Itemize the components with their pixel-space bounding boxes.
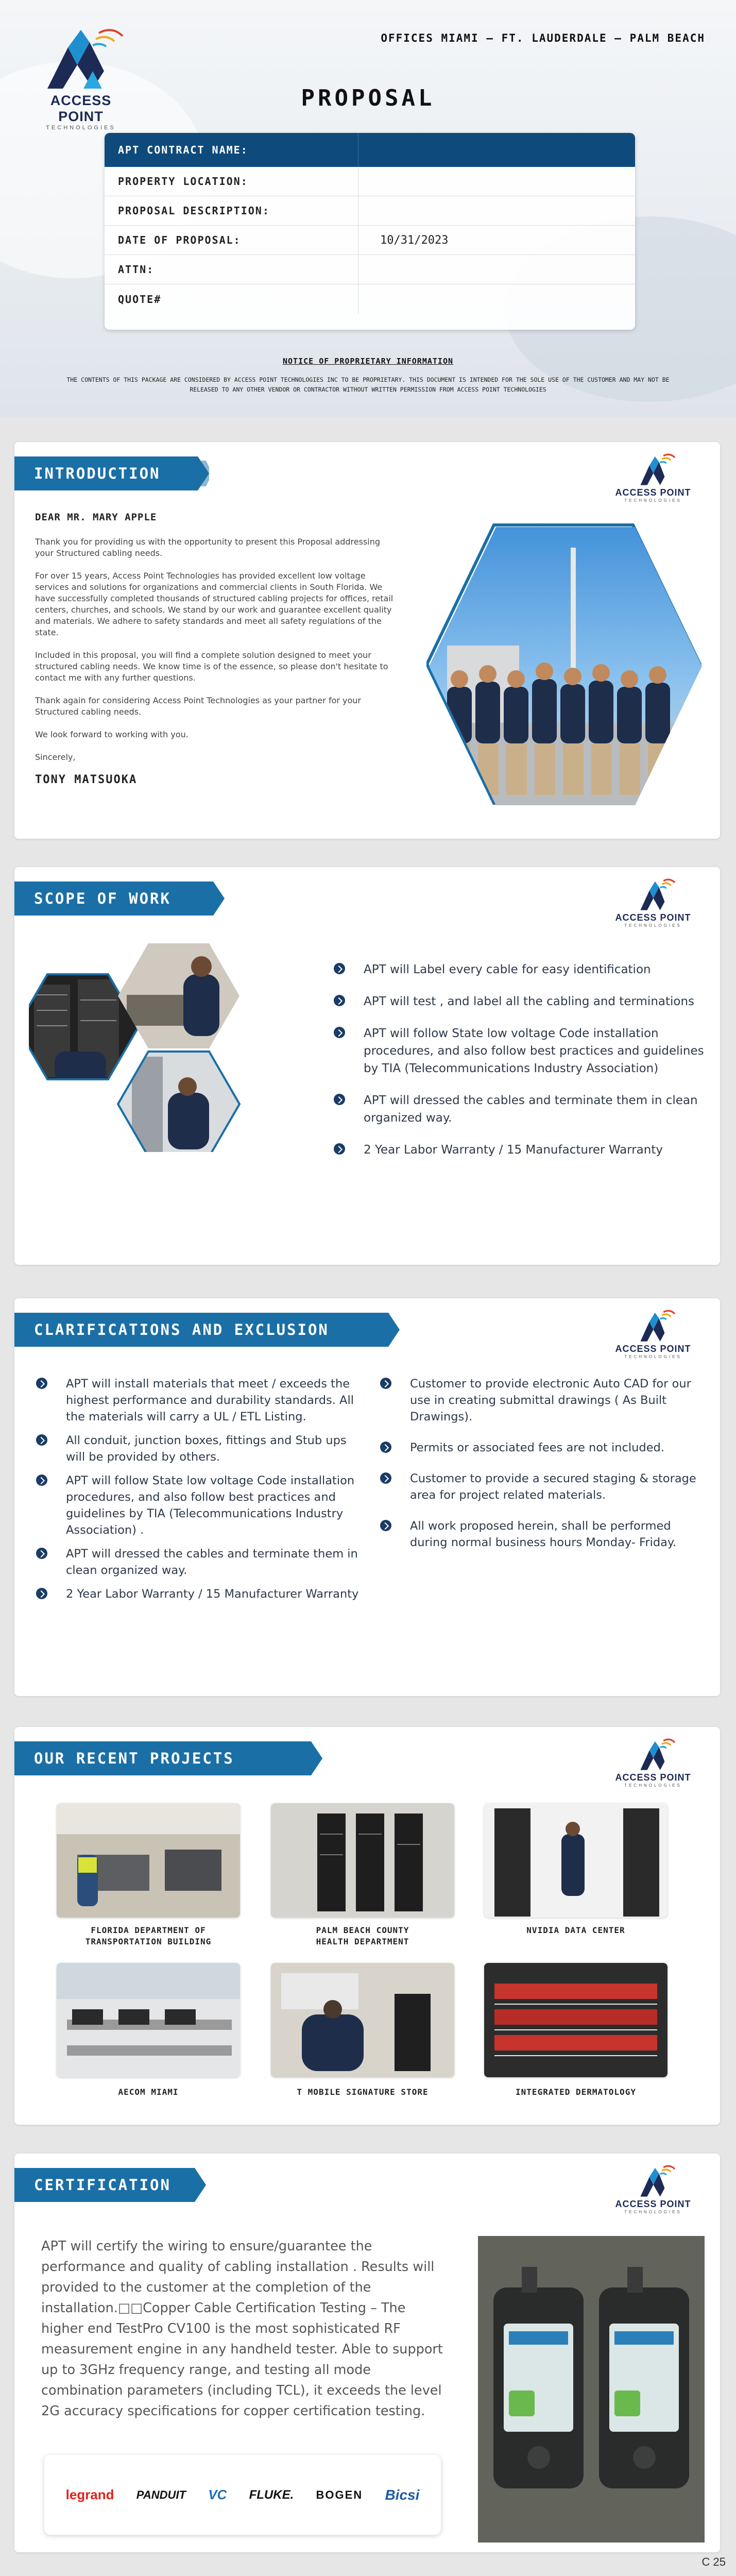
letter-paragraph: Included in this proposal, you will find a complete solution designed to meet your structured cabling needs. We know time is of the essence, so please don't hesitate to contact me with any further questions. <box>35 650 388 683</box>
section-heading: OUR RECENT PROJECTS <box>34 1750 234 1767</box>
logo-name: ACCESS POINT <box>615 1344 691 1354</box>
list-item: Customer to provide a secured staging & storage area for project related materials. <box>380 1470 710 1503</box>
list-item: APT will follow State low voltage Code installation procedures, and also follow best practices and guidelines by TIA (Telecommunications Industry Association) . <box>36 1472 366 1538</box>
project-caption: AECOM MIAMI <box>118 2087 179 2097</box>
chevron-right-icon <box>36 1475 47 1486</box>
form-label: DATE OF PROPOSAL: <box>118 234 241 246</box>
certification-section <box>14 2154 720 2552</box>
chevron-right-icon <box>334 995 345 1006</box>
project-image <box>271 1963 454 2077</box>
list-item: Customer to provide electronic Auto CAD for our use in creating submittal drawings ( As Built Drawings). <box>380 1376 710 1425</box>
list-item: APT will Label every cable for easy identification <box>334 961 705 978</box>
project-photo-fdot[interactable] <box>57 1803 240 1918</box>
brand-logo-fluke: FLUKE. <box>249 2487 294 2502</box>
logo-mark-icon <box>609 1308 697 1344</box>
chevron-right-icon <box>36 1588 47 1599</box>
list-item: 2 Year Labor Warranty / 15 Manufacturer Warranty <box>334 1141 705 1159</box>
section-banner <box>14 456 209 490</box>
cover-section <box>0 0 736 417</box>
logo-tagline: TECHNOLOGIES <box>624 498 682 503</box>
partner-brands <box>44 2455 441 2535</box>
brand-logo-panduit: PANDUIT <box>136 2488 186 2501</box>
form-label: PROPERTY LOCATION: <box>118 175 248 188</box>
section-logo <box>609 1736 697 1788</box>
form-row-quote <box>105 284 635 314</box>
logo-mark-icon <box>32 27 130 93</box>
form-label: APT CONTRACT NAME: <box>118 144 248 156</box>
section-heading: SCOPE OF WORK <box>34 890 171 907</box>
logo-tagline: TECHNOLOGIES <box>624 2210 682 2214</box>
form-label: ATTN: <box>118 263 155 276</box>
section-banner <box>14 1313 400 1347</box>
page-number: C 25 <box>701 2555 726 2568</box>
list-item: All work proposed herein, shall be performed during normal business hours Monday- Friday. <box>380 1518 710 1551</box>
logo-name: ACCESS POINT <box>615 912 691 923</box>
section-banner <box>14 1741 322 1775</box>
section-logo <box>609 876 697 928</box>
scope-photo-cabinet <box>116 1049 243 1152</box>
project-photo-palm-beach[interactable] <box>271 1803 454 1918</box>
attn-field[interactable] <box>358 255 635 284</box>
property-location-field[interactable] <box>358 167 635 196</box>
project-caption: NVIDIA DATA CENTER <box>526 1925 625 1935</box>
section-heading: INTRODUCTION <box>34 465 161 482</box>
logo-tagline: TECHNOLOGIES <box>624 1783 682 1788</box>
letter-greeting: DEAR MR. MARY APPLE <box>35 512 157 523</box>
clarifications-right-list <box>380 1376 710 1551</box>
project-photo-dermatology[interactable] <box>484 1963 667 2077</box>
project-photo-nvidia[interactable] <box>484 1803 667 1918</box>
section-heading: CERTIFICATION <box>34 2176 171 2194</box>
letter-signature: TONY MATSUOKA <box>35 773 138 786</box>
brand-logo-bogen: BOGEN <box>316 2488 363 2501</box>
proposal-info-form <box>105 133 635 330</box>
chevron-right-icon <box>380 1520 391 1531</box>
chevron-right-icon <box>380 1378 391 1389</box>
letter-paragraph: Sincerely, <box>35 752 76 762</box>
project-caption: FLORIDA DEPARTMENT OF TRANSPORTATION BUILDING <box>85 1925 212 1946</box>
project-image <box>57 1963 240 2077</box>
letter-paragraph: Thank you for providing us with the opportunity to present this Proposal addressing your Structured cabling needs. <box>35 537 381 558</box>
chevron-right-icon <box>380 1472 391 1484</box>
scope-photo-collage <box>29 943 317 1152</box>
form-label: PROPOSAL DESCRIPTION: <box>118 205 270 217</box>
company-logo <box>32 27 130 131</box>
recent-projects-section <box>14 1727 720 2125</box>
section-heading: CLARIFICATIONS AND EXCLUSION <box>34 1321 329 1338</box>
section-logo <box>609 2163 697 2214</box>
letter-paragraph: Thank again for considering Access Point Technologies as your partner for your Structured cabling needs. <box>35 696 361 717</box>
scope-of-work-section <box>14 867 720 1265</box>
list-item: APT will follow State low voltage Code installation procedures, and also follow best practices and guidelines by TIA (Telecommunications Industry Association) <box>334 1025 705 1077</box>
clarifications-section <box>14 1298 720 1696</box>
chevron-right-icon <box>36 1548 47 1559</box>
chevron-right-icon <box>36 1378 47 1389</box>
chevron-right-icon <box>334 963 345 974</box>
logo-mark-icon <box>609 2163 697 2199</box>
letter-paragraph: For over 15 years, Access Point Technologies has provided excellent low voltage services and solutions for organizations and commercial clients in South Florida. We have successfully completed thousands of structured cabling projects for offices, retail centers, churches, and schools. We stand by our work and guarantee excellent quality and materials. We adhere to safety standards and meet all safety regulations of the state. <box>35 571 393 637</box>
introduction-section <box>14 442 720 839</box>
project-image <box>271 1803 454 1918</box>
form-row-contract-name <box>105 133 635 167</box>
team-photo <box>426 517 705 816</box>
section-logo <box>609 1308 697 1359</box>
logo-mark-icon <box>609 1736 697 1772</box>
intro-letter <box>35 512 396 797</box>
notice-title: NOTICE OF PROPRIETARY INFORMATION <box>282 357 453 366</box>
brand-logo-bicsi: Bicsi <box>385 2486 420 2503</box>
project-caption: T MOBILE SIGNATURE STORE <box>297 2087 429 2097</box>
chevron-right-icon <box>334 1027 345 1038</box>
project-image <box>484 1963 667 2077</box>
form-row-property-location <box>105 167 635 196</box>
certification-text: APT will certify the wiring to ensure/guarantee the performance and quality of cabling installation . Results will provided to the customer at the completion of the installation.□□Copper Cable Certification Testing – The higher end TestPro CV100 is the most sophisticated RF measurement engine in any handheld tester. Able to support up to 3GHz frequency range, and testing all mode combination parameters (including TCL), it exceeds the level 2G accuracy specifications for copper certification testing. <box>41 2239 443 2419</box>
brand-logo-vc: VC <box>208 2487 227 2502</box>
section-logo <box>609 451 697 503</box>
project-image <box>484 1803 667 1918</box>
list-item: APT will dressed the cables and terminate them in clean organized way. <box>334 1092 705 1127</box>
chevron-right-icon <box>334 1094 345 1105</box>
quote-number-field[interactable] <box>358 284 635 314</box>
list-item: APT will install materials that meet / exceeds the highest performance and durability standards. All the materials will carry a UL / ETL Listing. <box>36 1376 366 1425</box>
project-image <box>57 1803 240 1918</box>
form-row-attn <box>105 255 635 284</box>
list-item: APT will dressed the cables and terminate them in clean organized way. <box>36 1546 366 1579</box>
logo-mark-icon <box>609 876 697 912</box>
list-item: All conduit, junction boxes, fittings and Stub ups will be provided by others. <box>36 1432 366 1465</box>
logo-name: ACCESS POINT <box>615 1772 691 1783</box>
list-item: Permits or associated fees are not included. <box>380 1439 710 1456</box>
chevron-right-icon <box>380 1442 391 1453</box>
scope-photo-worker <box>116 943 243 1052</box>
logo-tagline: TECHNOLOGIES <box>624 1354 682 1359</box>
form-row-date <box>105 226 635 255</box>
chevron-right-icon <box>334 1143 345 1155</box>
chevron-right-icon <box>36 1434 47 1446</box>
clarifications-left-list <box>36 1376 366 1602</box>
project-photo-aecom[interactable] <box>57 1963 240 2077</box>
logo-name: ACCESS POINT <box>615 487 691 498</box>
logo-tagline: TECHNOLOGIES <box>624 923 682 928</box>
tester-photo <box>478 2236 705 2543</box>
logo-name: ACCESS POINT <box>615 2199 691 2209</box>
list-item: APT will test , and label all the cabling and terminations <box>334 993 705 1010</box>
list-item: 2 Year Labor Warranty / 15 Manufacturer Warranty <box>36 1586 366 1602</box>
logo-tagline: TECHNOLOGIES <box>46 125 116 131</box>
contract-name-field[interactable] <box>358 133 635 167</box>
project-caption: INTEGRATED DERMATOLOGY <box>516 2087 636 2097</box>
offices-line: OFFICES MIAMI – FT. LAUDERDALE – PALM BEACH <box>381 32 705 44</box>
proposal-date-field[interactable]: 10/31/2023 <box>358 226 635 255</box>
proposal-description-field[interactable] <box>358 196 635 225</box>
logo-name: ACCESS POINT <box>50 93 112 124</box>
form-row-proposal-description <box>105 196 635 226</box>
form-label: QUOTE# <box>118 293 162 306</box>
page-title: PROPOSAL <box>301 85 435 111</box>
scope-list <box>334 961 705 1159</box>
letter-paragraph: We look forward to working with you. <box>35 730 189 739</box>
project-caption: PALM BEACH COUNTY HEALTH DEPARTMENT <box>316 1925 409 1946</box>
logo-mark-icon <box>609 451 697 487</box>
section-banner <box>14 2168 206 2202</box>
notice-text: THE CONTENTS OF THIS PACKAGE ARE CONSIDERED BY ACCESS POINT TECHNOLOGIES INC TO BE PROPRIETARY. THIS DOCUMENT IS INTENDED FOR THE SOLE USE OF THE CUSTOMER AND MAY NOT BE RELEASED TO ANY OTHER VENDOR OR CONTRACTOR WITHOUT WRITTEN PERMISSION FROM ACCESS POINT TECHNOLOGIES <box>66 376 670 393</box>
project-photo-tmobile[interactable] <box>271 1963 454 2077</box>
brand-logo-legrand: legrand <box>65 2487 114 2502</box>
section-banner <box>14 882 225 916</box>
